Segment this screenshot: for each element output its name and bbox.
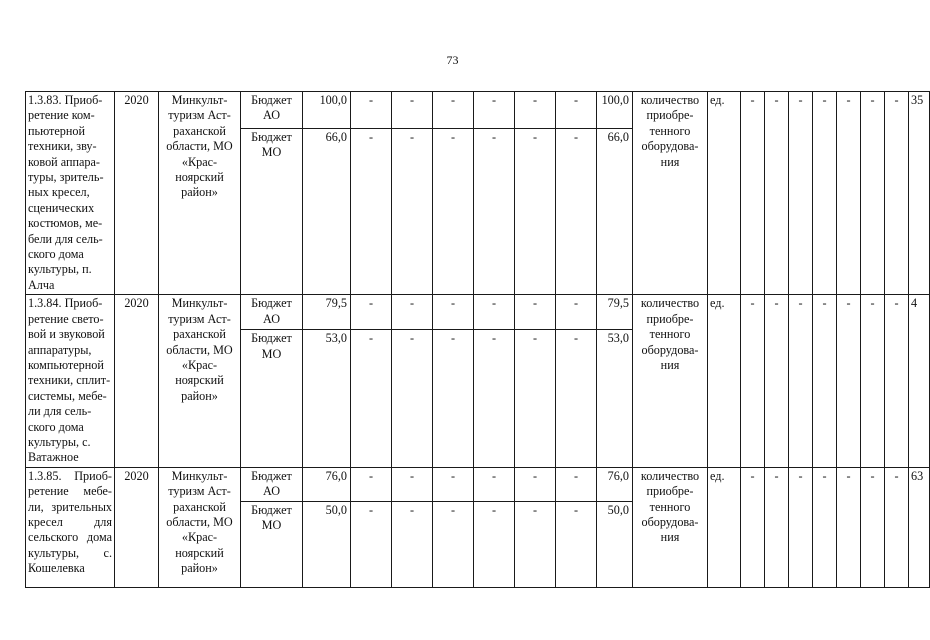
year-amount-cell: - xyxy=(515,501,556,587)
year-amount-cell: - xyxy=(392,467,433,501)
year-amount-cell: - xyxy=(474,295,515,330)
target-value-cell: - xyxy=(885,92,909,295)
target-final-cell: 35 xyxy=(909,92,930,295)
total-amount-cell: 100,0 xyxy=(303,92,351,129)
year-amount-cell: - xyxy=(351,128,392,295)
year-amount-cell: - xyxy=(474,330,515,468)
year-amount-cell: - xyxy=(351,330,392,468)
executor-cell: Минкульт-туризм Аст-раханской области, МО «Крас-ноярский район» xyxy=(159,467,241,587)
year-amount-cell: 79,5 xyxy=(597,295,633,330)
year-cell: 2020 xyxy=(115,467,159,587)
target-value-cell: - xyxy=(789,295,813,467)
year-amount-cell: 50,0 xyxy=(597,501,633,587)
funding-source-cell: Бюджет МО xyxy=(241,501,303,587)
target-value-cell: - xyxy=(741,467,765,587)
unit-cell: ед. xyxy=(708,467,741,587)
year-amount-cell: - xyxy=(556,501,597,587)
unit-cell: ед. xyxy=(708,92,741,295)
indicator-cell: количество приобре-тенного оборудова-ния xyxy=(633,92,708,295)
program-activities-table xyxy=(25,91,930,588)
target-value-cell: - xyxy=(861,467,885,587)
target-final-cell: 4 xyxy=(909,295,930,467)
year-cell: 2020 xyxy=(115,92,159,295)
target-value-cell: - xyxy=(741,92,765,295)
target-value-cell: - xyxy=(765,92,789,295)
total-amount-cell: 76,0 xyxy=(303,467,351,501)
year-amount-cell: - xyxy=(392,501,433,587)
year-amount-cell: - xyxy=(351,501,392,587)
target-value-cell: - xyxy=(861,92,885,295)
year-amount-cell: - xyxy=(433,92,474,129)
year-amount-cell: - xyxy=(556,295,597,330)
year-amount-cell: - xyxy=(351,467,392,501)
year-amount-cell: 53,0 xyxy=(597,330,633,468)
target-value-cell: - xyxy=(837,295,861,467)
funding-source-cell: Бюджет АО xyxy=(241,295,303,330)
year-amount-cell: - xyxy=(392,128,433,295)
target-value-cell: - xyxy=(885,295,909,467)
total-amount-cell: 50,0 xyxy=(303,501,351,587)
year-amount-cell: - xyxy=(515,295,556,330)
target-value-cell: - xyxy=(837,467,861,587)
target-value-cell: - xyxy=(789,467,813,587)
total-amount-cell: 53,0 xyxy=(303,330,351,468)
year-amount-cell: - xyxy=(556,92,597,129)
page-number: 73 xyxy=(446,53,459,67)
year-amount-cell: - xyxy=(474,501,515,587)
year-amount-cell: 100,0 xyxy=(597,92,633,129)
year-amount-cell: - xyxy=(351,92,392,129)
total-amount-cell: 79,5 xyxy=(303,295,351,330)
funding-source-cell: Бюджет МО xyxy=(241,330,303,468)
year-amount-cell: 66,0 xyxy=(597,128,633,295)
target-value-cell: - xyxy=(741,295,765,467)
target-final-cell: 63 xyxy=(909,467,930,587)
year-amount-cell: - xyxy=(392,92,433,129)
indicator-cell: количество приобре-тенного оборудова-ния xyxy=(633,295,708,467)
year-amount-cell: - xyxy=(515,330,556,468)
year-amount-cell: - xyxy=(351,295,392,330)
table-row xyxy=(26,467,930,501)
executor-cell: Минкульт-туризм Аст-раханской области, МО «Крас-ноярский район» xyxy=(159,295,241,467)
year-amount-cell: - xyxy=(474,128,515,295)
year-amount-cell: - xyxy=(474,467,515,501)
year-amount-cell: - xyxy=(556,128,597,295)
year-amount-cell: - xyxy=(433,295,474,330)
unit-cell: ед. xyxy=(708,295,741,467)
year-amount-cell: - xyxy=(433,330,474,468)
funding-source-cell: Бюджет АО xyxy=(241,467,303,501)
target-value-cell: - xyxy=(765,467,789,587)
target-value-cell: - xyxy=(885,467,909,587)
table-row xyxy=(26,92,930,129)
table-row xyxy=(26,295,930,330)
target-value-cell: - xyxy=(861,295,885,467)
funding-source-cell: Бюджет МО xyxy=(241,128,303,295)
year-amount-cell: - xyxy=(433,128,474,295)
activity-name-cell: 1.3.84. Приоб-ретение свето-вой и звуковой аппаратуры, компьютерной техники, сплит-системы, мебе-ли для сель-ского дома культуры, с. Ватажное xyxy=(26,295,115,467)
target-value-cell: - xyxy=(813,92,837,295)
year-cell: 2020 xyxy=(115,295,159,467)
year-amount-cell: - xyxy=(556,330,597,468)
year-amount-cell: - xyxy=(515,128,556,295)
activity-name-cell: 1.3.83. Приоб-ретение ком-пьютерной техники, зву-ковой аппара-туры, зритель-ных кресел, сценических костюмов, ме-бели для сель-ского дома культуры, п. Алча xyxy=(26,92,115,295)
funding-source-cell: Бюджет АО xyxy=(241,92,303,129)
year-amount-cell: - xyxy=(474,92,515,129)
year-amount-cell: - xyxy=(515,467,556,501)
year-amount-cell: - xyxy=(392,295,433,330)
year-amount-cell: - xyxy=(556,467,597,501)
executor-cell: Минкульт-туризм Аст-раханской области, МО «Крас-ноярский район» xyxy=(159,92,241,295)
year-amount-cell: - xyxy=(392,330,433,468)
year-amount-cell: 76,0 xyxy=(597,467,633,501)
indicator-cell: количество приобре-тенного оборудова-ния xyxy=(633,467,708,587)
target-value-cell: - xyxy=(765,295,789,467)
year-amount-cell: - xyxy=(433,501,474,587)
total-amount-cell: 66,0 xyxy=(303,128,351,295)
target-value-cell: - xyxy=(813,467,837,587)
year-amount-cell: - xyxy=(433,467,474,501)
target-value-cell: - xyxy=(837,92,861,295)
target-value-cell: - xyxy=(813,295,837,467)
target-value-cell: - xyxy=(789,92,813,295)
year-amount-cell: - xyxy=(515,92,556,129)
activity-name-cell: 1.3.85. Приоб-ретение мебе-ли, зрительных кресел для сельского дома культуры, с. Кошелевка xyxy=(26,467,115,587)
